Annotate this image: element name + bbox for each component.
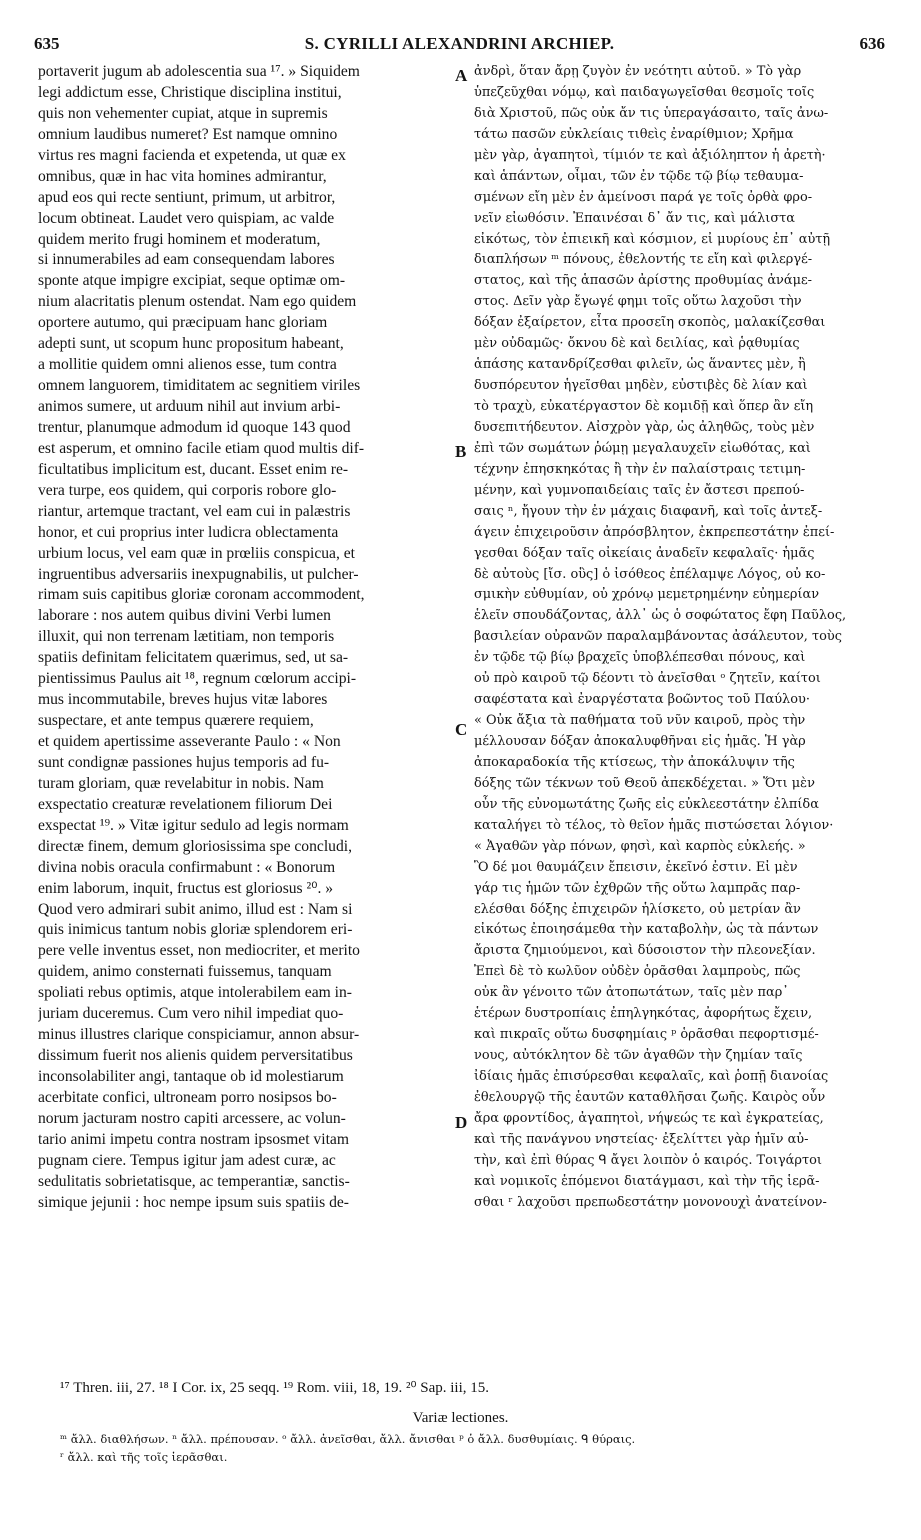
- latin-text-line: vera turpe, eos quidem, qui corporis robore glo-: [38, 481, 337, 499]
- latin-text-line: sedulitatis sobrietatisque, ac temperantiæ, sanctis-: [38, 1172, 350, 1190]
- greek-text-line: ἐν τῷδε τῷ βίῳ βραχεῖς ὑποβλέπεσθαι πόνους, καὶ: [474, 650, 806, 666]
- latin-text-line: omnem languorem, timiditatem ac segnitiem viriles: [38, 377, 361, 395]
- latin-text-line: exspectatio creaturæ revelationem filiorum Dei: [38, 795, 333, 813]
- latin-text-line: omnibus, quæ in hac vita homines admirantur,: [38, 167, 327, 185]
- greek-text-line: γεσθαι δόξαν ταῖς οἰκείαις ἀναδεῖν κεφαλαῖς· ἡμᾶς: [474, 545, 815, 561]
- greek-text-line: καὶ πικραῖς οὕτω δυσφημίαις ᵖ ὁρᾶσθαι πεφορτισμέ-: [474, 1027, 819, 1043]
- greek-text-line: δόξαν ἐξαίρετον, εἶτα προσεῖη σκοπὸς, μαλακίζεσθαι: [474, 315, 826, 331]
- latin-text-line: sunt condignæ passiones hujus temporis ad fu-: [38, 753, 330, 771]
- latin-text-line: omnium laudibus numeret? Est namque omnino: [38, 125, 338, 143]
- footnotes: ¹⁷ Thren. iii, 27. ¹⁸ I Cor. ix, 25 seqq. ¹⁹ Rom. viii, 18, 19. ²⁰ Sap. iii, 15.: [60, 1380, 489, 1396]
- greek-text-line: διὰ Χριστοῦ, πῶς οὐκ ἄν τις ὑπεραγάσαιτο, ταῖς ἀνω-: [474, 105, 829, 121]
- greek-text-line: νεῖν εἰωθόσιν. Ἐπαινέσαι δ᾽ ἄν τις, καὶ μάλιστα: [474, 210, 795, 226]
- page-header: [34, 34, 885, 60]
- latin-text-line: pientissimus Paulus ait ¹⁸, regnum cœlorum accipi-: [38, 670, 357, 688]
- greek-text-line: τέχνην ἐπησκηκότας ἢ τὴν ἐν παλαίστραις τετιμη-: [474, 461, 806, 477]
- greek-text-line: οὐκ ἂν γένοιτο τῶν ἀτοπωτάτων, ταῖς μὲν παρ᾽: [474, 985, 789, 1001]
- latin-text-line: portaverit jugum ab adolescentia sua ¹⁷. » Siquidem: [38, 63, 360, 80]
- latin-text-line: turam gloriam, quæ revelabitur in nobis. Nam: [38, 774, 324, 792]
- greek-text-line: οὐ πρὸ καιροῦ τῷ δέοντι τὸ ἀνεῖσθαι ᵒ ζητεῖν, καίτοι: [474, 671, 821, 687]
- greek-text-line: σαις ⁿ, ἤγουν τὴν ἐν μάχαις διαφανῆ, καὶ τοῖς ἀντεξ-: [474, 503, 823, 519]
- greek-text-line: ἁπάσης κατανδρίζεσθαι φιλεῖν, ὡς ἅναντες μὲν, ἢ: [474, 357, 806, 373]
- latin-text-line: laborare : nos autem quibus divini Verbi lumen: [38, 607, 331, 625]
- latin-text-line: spoliati rebus optimis, atque intolerabilem eam in-: [38, 984, 352, 1002]
- latin-text-line: exspectat ¹⁹. » Vitæ igitur sedulo ad legis normam: [38, 816, 349, 834]
- latin-text-line: ficultatibus implicitum est, ducant. Esset enim re-: [38, 460, 349, 478]
- greek-text-line: δὲ αὐτοὺς [ἴσ. οὓς] ὁ ἰσόθεος ἐπέλαμψε Λόγος, οὐ κο-: [474, 566, 826, 582]
- greek-text-line: οὖν τῆς εὐνομωτάτης ζωῆς εἰς εὐκλεεστάτην ἐλπίδα: [474, 796, 819, 812]
- greek-text-line: ελέσθαι δόξης ἐπιχειρῶν ἡλίσκετο, οὐ μετρίαν ἂν: [474, 901, 801, 917]
- greek-text-line: σθαι ʳ λαχοῦσι πρεπωδεστάτην μονονουχὶ ἀνατείνον-: [474, 1194, 827, 1210]
- greek-text-line: δόξης τῶν τέκνων τοῦ Θεοῦ ἀπεκδέχεται. » Ὅτι μὲν: [474, 775, 815, 791]
- greek-text-line: σμικὴν εὐθυμίαν, οὐ χρόνῳ μεμετρημένην εὐημερίαν: [474, 587, 820, 603]
- latin-text-line: rimam suis capitibus gloriæ coronam accommodent,: [38, 586, 365, 604]
- margin-letter-c: C: [455, 720, 468, 739]
- latin-text-line: juriam duceremus. Cum vero nihil impediat quo-: [38, 1005, 344, 1023]
- greek-text-line: ἑτέρων δυστροπίαις ἐπηλγηκότας, ἀφορήτως ἔχειν,: [474, 1006, 813, 1022]
- greek-text-line: τὴν, καὶ ἐπὶ θύρας ᑫ ἄγει λοιπὸν ὁ καιρός. Τοιγάρτοι: [474, 1152, 822, 1168]
- latin-text-line: tario animi impetu contra nostram ipsosmet vitam: [38, 1130, 349, 1148]
- latin-text-line: trentur, planumque admodum id quoque 143 quod: [38, 418, 351, 436]
- greek-text-line: σμένων εἴη μὲν ἐν ἀμείνοσι παρά γε τοῖς ὀρθὰ φρο-: [474, 189, 813, 205]
- greek-text-line: καὶ νομικοῖς ἑπόμενοι διατάγμασι, καὶ τὴν τῆς ἱερᾶ-: [474, 1173, 820, 1189]
- latin-text-line: nium alacritatis plenum ostendat. Nam ego quidem: [38, 293, 357, 311]
- latin-text-line: quis non vehementer cupiat, atque in supremis: [38, 104, 328, 122]
- greek-column: [474, 62, 888, 1214]
- greek-text-line: δυσπόρευτον ἡγεῖσθαι μηδὲν, εὐστιβὲς δὲ λίαν καὶ: [474, 378, 808, 394]
- greek-text-line: βασιλείαν οὐρανῶν παραλαμβάνοντας ἀσάλευτον, τοὺς: [474, 629, 842, 645]
- latin-text-line: apud eos qui recte sentiunt, primum, ut arbitror,: [38, 188, 336, 206]
- latin-text-line: si innumerabiles ad eam consequendam labores: [38, 251, 335, 269]
- latin-text-line: quis inimicus tantum nobis gloriæ splendorem eri-: [38, 921, 353, 939]
- latin-text-line: spatiis definitam felicitatem quærimus, sed, ut sa-: [38, 649, 349, 667]
- greek-text-line: μὲν γὰρ, ἀγαπητοὶ, τίμιόν τε καὶ ἀξιόληπτον ἡ ἀρετὴ·: [474, 147, 826, 163]
- variae-lectiones-line: ᵐ ἄλλ. διαθλήσων. ⁿ ἄλλ. πρέπουσαν. ᵒ ἄλλ. ἀνεῖσθαι, ἄλλ. ἄνισθαι ᵖ ὁ ἄλλ. δυσθυμίαις. ᑫ θύραις.: [60, 1432, 636, 1446]
- running-title: S. CYRILLI ALEXANDRINI ARCHIEP.: [304, 34, 615, 53]
- latin-text-line: sponte atque impigre excipiat, seque optimæ om-: [38, 272, 346, 290]
- greek-text-line: γάρ τις ἡμῶν τῶν ἐχθρῶν τῆς οὕτω λαμπρᾶς παρ-: [474, 880, 801, 896]
- latin-text-line: urbium locus, vel eam quæ in prœliis conspicua, et: [38, 544, 356, 562]
- latin-text-line: illuxit, qui non terrenam lætitiam, non temporis: [38, 628, 335, 646]
- latin-text-line: et quidem apertissime asseverante Paulo : « Non: [38, 733, 341, 750]
- variae-lectiones-title: Variæ lectiones.: [412, 1410, 509, 1426]
- greek-text-line: « Οὐκ ἄξια τὰ παθήματα τοῦ νῦν καιροῦ, πρὸς τὴν: [474, 713, 806, 729]
- latin-text-line: animos sumere, ut arduum nihil aut invium arbi-: [38, 398, 341, 415]
- greek-text-line: καὶ ἁπάντων, οἶμαι, τῶν ἐν τῷδε τῷ βίῳ τεθαυμα-: [474, 168, 804, 184]
- greek-text-line: Ἐπεὶ δὲ τὸ κωλῦον οὐδὲν ὁρᾶσθαι λαμπροὺς, πῶς: [474, 964, 801, 980]
- latin-text-line: simique jejunii : hoc nempe ipsum suis spatiis de-: [38, 1193, 349, 1211]
- latin-text-line: legi addictum esse, Christique disciplina institui,: [38, 83, 342, 101]
- latin-text-line: divina nobis oracula confirmabunt : « Bonorum: [38, 858, 336, 876]
- latin-text-line: mus incommutabile, breves hujus vitæ labores: [38, 691, 328, 709]
- latin-text-line: acerbitate confici, ultroneam porro nosipsos bo-: [38, 1088, 337, 1106]
- greek-text-line: « Ἀγαθῶν γὰρ πόνων, φησὶ, καὶ καρπὸς εὐκλεής. »: [474, 838, 806, 854]
- latin-text-line: norum jacturam nostro capiti arcessere, ac volun-: [38, 1109, 346, 1127]
- latin-text-line: pugnam ciere. Tempus igitur jam adest curæ, ac: [38, 1151, 336, 1169]
- greek-text-line: στατος, καὶ τῆς ἁπασῶν ἀρίστης προθυμίας ἀνάμε-: [474, 273, 812, 289]
- margin-letter-d: D: [455, 1113, 468, 1132]
- latin-text-line: adepti sunt, ut scopum hunc propositum habeant,: [38, 335, 344, 353]
- greek-text-line: νους, αὐτόκλητον δὲ τῶν ἀγαθῶν τὴν ζημίαν ταῖς: [474, 1048, 803, 1064]
- latin-text-line: minus illustres clarique conspiciamur, annon absur-: [38, 1026, 360, 1044]
- greek-text-line: μένην, καὶ γυμνοπαιδείαις ταῖς ἐν ἄστεσι πρεπού-: [474, 482, 805, 498]
- greek-text-line: ἑλεῖν σπουδάζοντας, ἀλλ᾽ ὡς ὁ σοφώτατος ἔφη Παῦλος,: [474, 608, 847, 624]
- margin-letter-b: B: [455, 442, 467, 461]
- greek-text-line: ὑπεζεῦχθαι νόμῳ, καὶ παιδαγωγεῖσθαι θεσμοῖς τοῖς: [474, 84, 815, 100]
- latin-text-line: suspectare, et ante tempus quærere requiem,: [38, 712, 314, 730]
- greek-text-line: μέλλουσαν δόξαν ἀποκαλυφθῆναι εἰς ἡμᾶς. Ἡ γὰρ: [474, 734, 806, 749]
- greek-text-line: εἰκότως, τὸν ἐπιεικῆ καὶ κόσμιον, εἰ μυρίους ἐπ᾽ αὐτῇ: [474, 231, 831, 247]
- greek-text-line: ἐπὶ τῶν σωμάτων ῥώμῃ μεγαλαυχεῖν εἰωθότας, καὶ: [474, 440, 811, 456]
- left-page-number: 635: [34, 34, 60, 53]
- latin-text-line: est asperum, et omnino facile etiam quod multis dif-: [38, 439, 365, 457]
- greek-text-line: εἰκότως ἐποιησάμεθα τὴν καταβολὴν, ὡς τὰ πάντων: [474, 922, 819, 938]
- greek-text-line: ἀποκαραδοκία τῆς κτίσεως, τὴν ἀποκάλυψιν τῆς: [474, 754, 795, 770]
- right-page-number: 636: [859, 34, 885, 53]
- latin-text-line: locum obtineat. Laudet vero quispiam, ac valde: [38, 209, 335, 227]
- greek-text-line: διαπλήσων ᵐ πόνους, ἐθελοντής τε εἴη καὶ φιλεργέ-: [474, 252, 813, 268]
- greek-text-line: ἄριστα ζημιούμενοι, καὶ δύσοιστον τὴν πλεονεξίαν.: [474, 943, 816, 959]
- latin-text-line: quidem, animo consternati fuissemus, tanquam: [38, 963, 332, 981]
- greek-text-line: ἀνδρὶ, ὅταν ἄρῃ ζυγὸν ἐν νεότητι αὐτοῦ. » Τὸ γὰρ: [474, 64, 802, 79]
- latin-text-line: enim laborum, inquit, fructus est gloriosus ²⁰. »: [38, 879, 334, 897]
- latin-text-line: oportere autumo, qui præcipuam hanc gloriam: [38, 314, 328, 332]
- latin-text-line: ingruentibus adversariis inexpugnabilis, ut pulcher-: [38, 565, 359, 583]
- latin-text-line: Quod vero admirari subit animo, illud est : Nam si: [38, 900, 353, 918]
- latin-column: [38, 62, 450, 1214]
- latin-text-line: directæ finem, demum gloriosissima spe concludi,: [38, 837, 352, 855]
- greek-text-line: ἐθελουργῷ τῆς ἑαυτῶν καταθλῆσαι ζωῆς. Καιρὸς οὖν: [474, 1089, 826, 1105]
- greek-text-line: άγειν ἐπιχειροῦσιν ἀπρόσβλητον, ἐκπρεπεστάτην ἐπεί-: [474, 524, 835, 540]
- latin-text-line: pere velle inventus esset, non mediocriter, et merito: [38, 942, 360, 960]
- variae-lectiones-line: ʳ ἄλλ. καὶ τῆς τοῖς ἱερᾶσθαι.: [60, 1450, 228, 1464]
- latin-text-line: dissimum fuerit nos alienis quidem perversitatibus: [38, 1047, 353, 1065]
- greek-text-line: καταλήγει τὸ τέλος, τὸ θεῖον ἡμᾶς πιστώσεται λόγιον·: [474, 817, 834, 833]
- greek-text-line: ἄρα φροντίδος, ἀγαπητοὶ, νήψεώς τε καὶ ἐγκρατείας,: [474, 1110, 824, 1126]
- greek-text-line: τὸ τραχὺ, εὐκατέργαστον δὲ κομιδῇ καὶ ὅπερ ἂν εἴη: [474, 399, 814, 414]
- latin-text-line: honor, et cui proprius inter ludicra oblectamenta: [38, 523, 339, 541]
- greek-text-line: τάτω πασῶν εὐκλείαις τιθεὶς ἐναρίθμιον; Χρῆμα: [474, 126, 794, 142]
- latin-text-line: virtus res magni facienda et expetenda, ut quæ ex: [38, 146, 346, 164]
- greek-text-line: Ὃ δέ μοι θαυμάζειν ἔπεισιν, ἐκεῖνό ἐστιν. Εἰ μὲν: [474, 859, 798, 875]
- greek-text-line: σαφέστατα καὶ ἐναργέστατα βοῶντος τοῦ Παύλου·: [474, 692, 810, 708]
- greek-text-line: καὶ τῆς πανάγνου νηστείας· ἐξελίττει γὰρ ἡμῖν αὐ-: [474, 1131, 809, 1147]
- latin-text-line: riantur, artemque tractant, vel eam cui in palæstris: [38, 502, 351, 520]
- greek-text-line: στος. Δεῖν γὰρ ἔγωγέ φημι τοῖς οὕτω λαχοῦσι τὴν: [474, 294, 802, 310]
- greek-text-line: δυσεπιτήδευτον. Αἰσχρὸν γὰρ, ὡς ἀληθῶς, τοὺς μὲν: [474, 419, 815, 435]
- latin-text-line: quidem merito frugi hominem et moderatum,: [38, 230, 321, 248]
- latin-text-line: a mollitie quidem omni alienos esse, tum contra: [38, 356, 337, 374]
- greek-text-line: μὲν οὐδαμῶς· ὄκνου δὲ καὶ δειλίας, καὶ ῥᾳθυμίας: [474, 336, 800, 352]
- margin-letter-a: A: [455, 66, 468, 85]
- latin-text-line: inconsolabiliter angi, tantaque ob id molestiarum: [38, 1068, 344, 1085]
- greek-text-line: ἰδίαις ἡμᾶς ἐπισύρεσθαι κεφαλαῖς, καὶ ῥοπῇ διανοίας: [474, 1069, 829, 1084]
